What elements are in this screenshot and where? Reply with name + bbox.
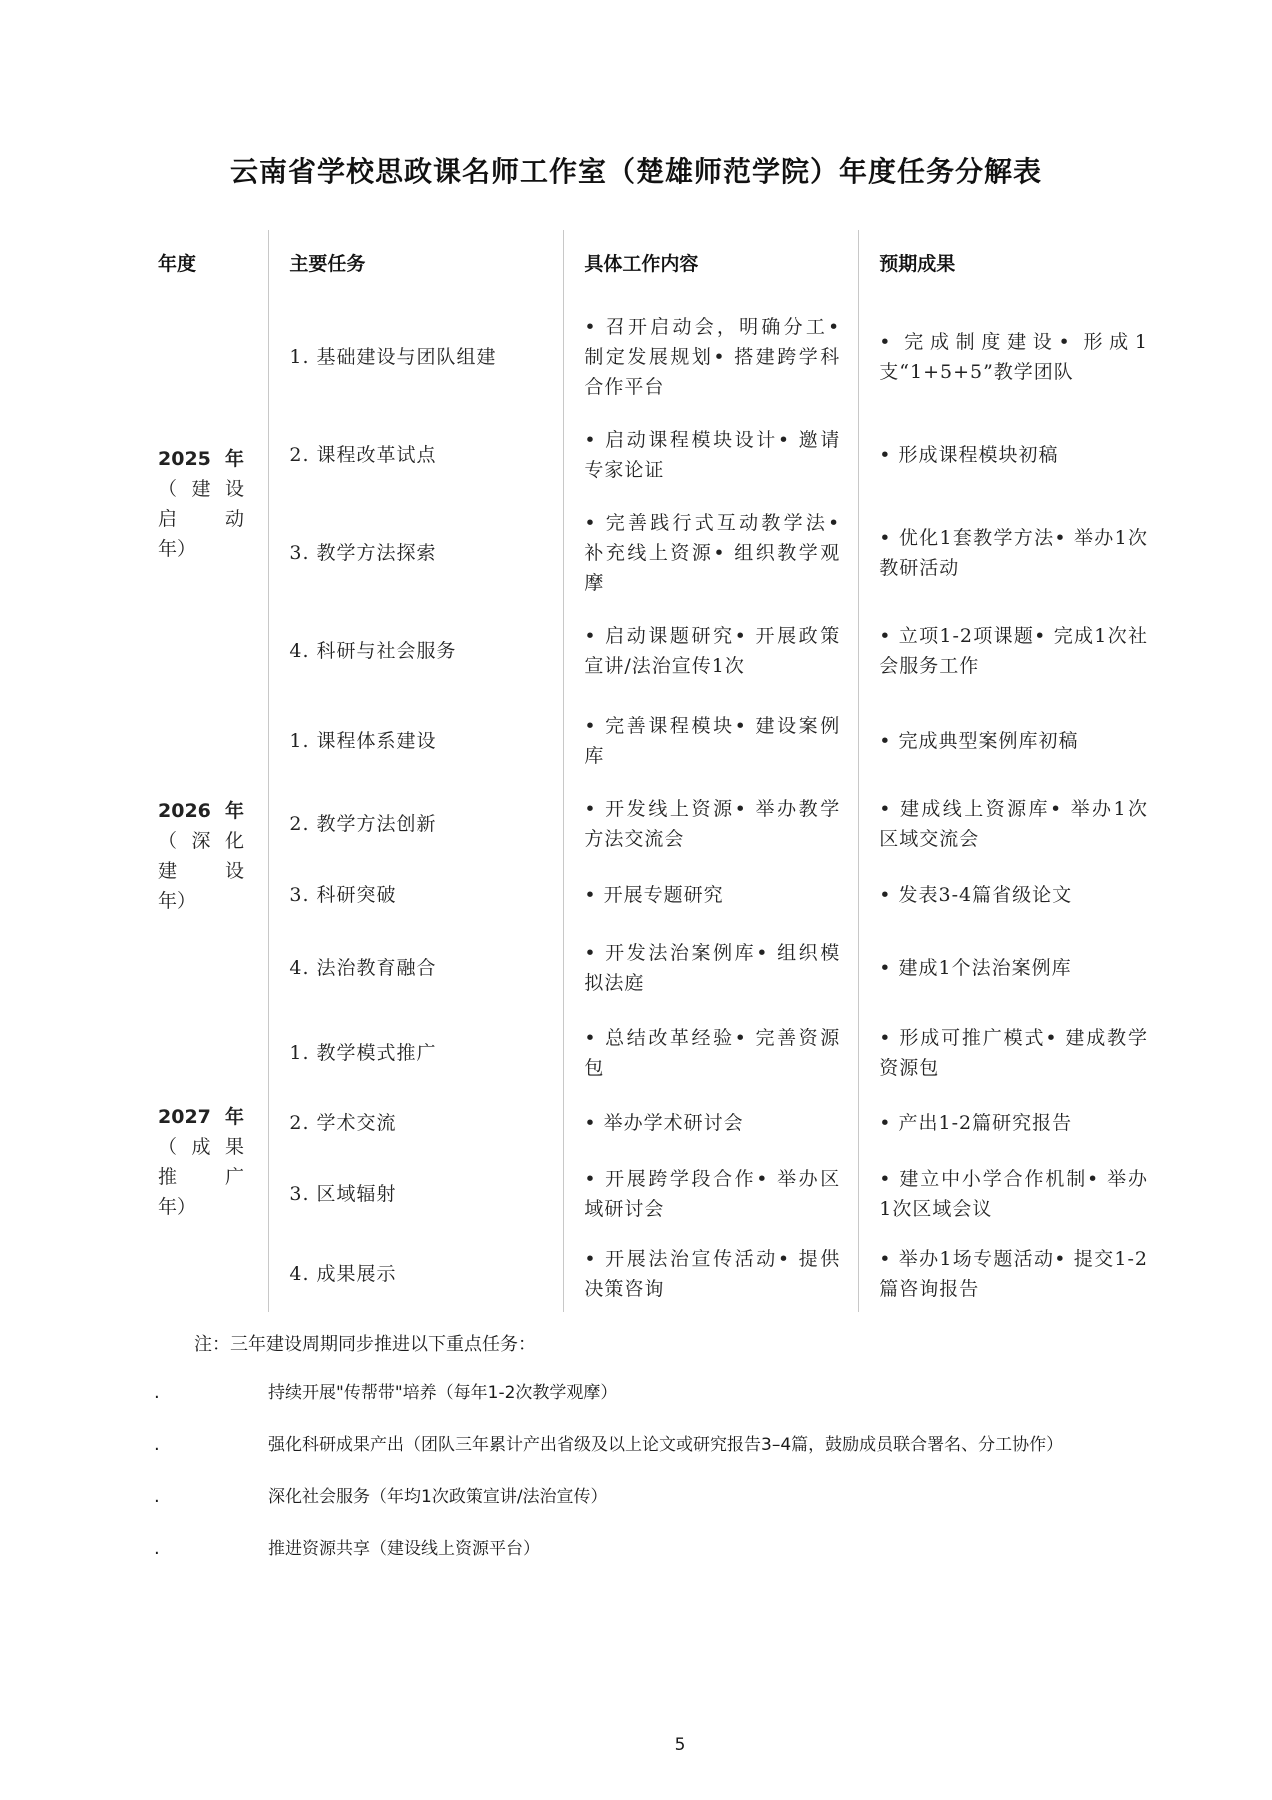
table-row bbox=[146, 406, 1166, 504]
result-cell: • 建立中小学合作机制• 举办1次区域会议 bbox=[879, 1168, 1148, 1220]
bullet-dot: . bbox=[154, 1486, 160, 1507]
header-task: 主要任务 bbox=[269, 230, 564, 308]
table-row bbox=[146, 602, 1166, 700]
content-cell: • 开发法治案例库• 组织模拟法庭 bbox=[564, 924, 859, 1012]
content-cell: • 开展法治宣传活动• 提供决策咨询 bbox=[564, 1236, 859, 1312]
result-cell: • 建成线上资源库• 举办1次区域交流会 bbox=[879, 798, 1148, 850]
content-cell: • 启动课题研究• 开展政策宣讲/法治宣传1次 bbox=[564, 602, 859, 700]
task-cell: 3. 教学方法探索 bbox=[269, 504, 564, 602]
task-cell: 1. 教学模式推广 bbox=[269, 1012, 564, 1094]
result-cell: • 完成制度建设• 形成1支“1+5+5”教学团队 bbox=[879, 331, 1148, 383]
result-cell: • 发表3-4篇省级论文 bbox=[879, 884, 1073, 906]
task-cell: 1. 基础建设与团队组建 bbox=[269, 308, 564, 406]
page-title: 云南省学校思政课名师工作室（楚雄师范学院）年度任务分解表 bbox=[229, 155, 1042, 188]
content-cell: • 开展跨学段合作• 举办区域研讨会 bbox=[564, 1152, 859, 1236]
note-text: 强化科研成果产出（团队三年累计产出省级及以上论文或研究报告3–4篇，鼓励成员联合署名、分工协作） bbox=[268, 1435, 1064, 1455]
task-cell: 4. 法治教育融合 bbox=[269, 924, 564, 1012]
bullet-dot: . bbox=[154, 1382, 160, 1403]
result-cell: • 立项1-2项课题• 完成1次社会服务工作 bbox=[879, 625, 1148, 677]
year-cell-2026: 2026 年 （ 深 化 建 设 年） bbox=[146, 700, 269, 1012]
table-row bbox=[146, 782, 1166, 866]
table-row bbox=[146, 1152, 1166, 1236]
content-cell: • 总结改革经验• 完善资源包 bbox=[564, 1012, 859, 1094]
year-cell-2025: 2025 年 （ 建 设 启 动 年） bbox=[146, 308, 269, 700]
header-content: 具体工作内容 bbox=[564, 230, 859, 308]
note-text: 推进资源共享（建设线上资源平台） bbox=[268, 1539, 540, 1559]
note-text: 持续开展"传帮带"培养（每年1-2次教学观摩） bbox=[268, 1383, 618, 1403]
table-header-row bbox=[146, 230, 1166, 308]
content-cell: • 完善课程模块• 建设案例库 bbox=[564, 700, 859, 782]
task-cell: 2. 教学方法创新 bbox=[269, 782, 564, 866]
result-cell: • 举办1场专题活动• 提交1-2篇咨询报告 bbox=[879, 1248, 1148, 1300]
table-row bbox=[146, 308, 1166, 406]
table-row bbox=[146, 1236, 1166, 1312]
list-item bbox=[150, 1536, 1260, 1588]
result-cell: • 建成1个法治案例库 bbox=[879, 957, 1072, 979]
task-cell: 2. 学术交流 bbox=[269, 1094, 564, 1152]
result-cell: • 优化1套教学方法• 举办1次教研活动 bbox=[879, 527, 1148, 579]
task-table bbox=[146, 230, 1166, 1312]
list-item bbox=[150, 1432, 1260, 1484]
content-cell: • 完善践行式互动教学法• 补充线上资源• 组织教学观摩 bbox=[564, 504, 859, 602]
task-cell: 4. 成果展示 bbox=[269, 1236, 564, 1312]
note-text: 深化社会服务（年均1次政策宣讲/法治宣传） bbox=[268, 1487, 608, 1507]
content-cell: • 启动课程模块设计• 邀请专家论证 bbox=[564, 406, 859, 504]
table-row bbox=[146, 1012, 1166, 1094]
list-item bbox=[150, 1484, 1260, 1536]
task-cell: 1. 课程体系建设 bbox=[269, 700, 564, 782]
content-cell: • 召开启动会，明确分工• 制定发展规划• 搭建跨学科合作平台 bbox=[564, 308, 859, 406]
content-cell: • 开发线上资源• 举办教学方法交流会 bbox=[564, 782, 859, 866]
page-number: 5 bbox=[674, 1735, 686, 1755]
note-title: 注：三年建设周期同步推进以下重点任务： bbox=[194, 1334, 536, 1355]
table-row bbox=[146, 700, 1166, 782]
content-cell: • 举办学术研讨会 bbox=[564, 1094, 859, 1152]
header-result: 预期成果 bbox=[879, 252, 956, 275]
table-row bbox=[146, 866, 1166, 924]
bullet-dot: . bbox=[154, 1434, 160, 1455]
header-year: 年度 bbox=[146, 230, 269, 308]
bullet-dot: . bbox=[154, 1538, 160, 1559]
task-cell: 2. 课程改革试点 bbox=[269, 406, 564, 504]
result-cell: • 形成课程模块初稿 bbox=[879, 444, 1059, 466]
task-cell: 3. 科研突破 bbox=[269, 866, 564, 924]
list-item bbox=[150, 1380, 1260, 1432]
result-cell: • 产出1-2篇研究报告 bbox=[879, 1112, 1073, 1134]
note-list bbox=[150, 1380, 1260, 1588]
result-cell: • 完成典型案例库初稿 bbox=[879, 730, 1079, 752]
year-cell-2027: 2027 年 （ 成 果 推 广 年） bbox=[146, 1012, 269, 1312]
content-cell: • 开展专题研究 bbox=[564, 866, 859, 924]
result-cell: • 形成可推广模式• 建成教学资源包 bbox=[879, 1027, 1148, 1079]
task-cell: 4. 科研与社会服务 bbox=[269, 602, 564, 700]
table-row bbox=[146, 1094, 1166, 1152]
task-cell: 3. 区域辐射 bbox=[269, 1152, 564, 1236]
table-row bbox=[146, 504, 1166, 602]
table-row bbox=[146, 924, 1166, 1012]
